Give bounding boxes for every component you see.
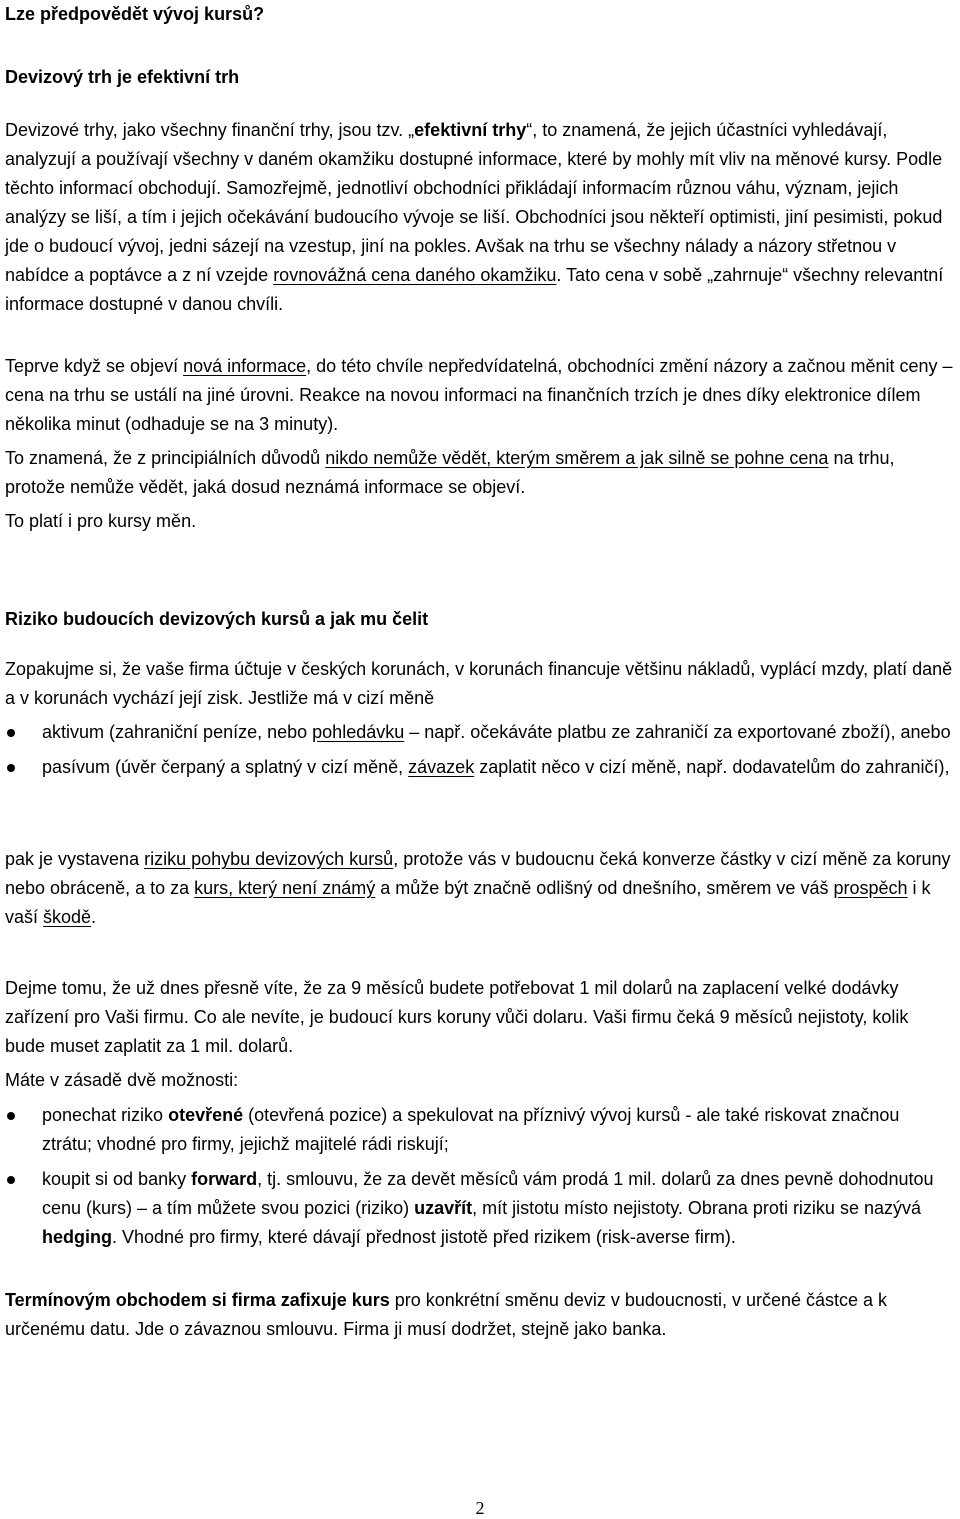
p1-efficient-markets-term: efektivní trhy (414, 120, 527, 140)
paragraph-exposed-to-risk (5, 845, 953, 932)
exposure-list (5, 718, 953, 782)
list1-item2-text-a: pasívum (úvěr čerpaný a splatný v cizí měně, (42, 757, 409, 777)
p2-new-information: nová informace (183, 356, 307, 376)
page-number: 2 (475, 1498, 485, 1518)
heading-currency-risk: Riziko budoucích devizových kursů a jak mu čelit (5, 609, 429, 629)
list2-close: uzavřít (414, 1198, 473, 1218)
p1-text-f: . Tato cena v sobě „zahrnuje“ všechny relevantní informace dostupné v danou chvíli. (5, 265, 944, 314)
bullet-icon (7, 764, 15, 772)
paragraph-forward-contract (5, 1286, 953, 1344)
p6-text-c: , protože vás v budoucnu čeká konverze částky v cizí měně za koruny nebo obráceně, a to za (5, 849, 951, 898)
p6-text-i: . (91, 907, 97, 927)
bullet-icon (7, 1176, 15, 1184)
list-item-asset (5, 718, 953, 747)
list2-forward: forward (191, 1169, 258, 1189)
p1-text-a: Devizové trhy, jako všechny finanční trhy, jsou tzv. „ (5, 120, 415, 140)
paragraph-example: Dejme tomu, že už dnes přesně víte, že za 9 měsíců budete potřebovat 1 mil dolarů na zaplacení velké dodávky zařízení pro Vaši firmu. Co ale nevíte, je budoucí kurs koruny vůči dolaru. Vaši firmu čeká 9 měsíců nejistoty, kolik bude muset zaplatit za 1 mil. dolarů. (5, 978, 909, 1056)
p6-damage: škodě (43, 907, 92, 927)
p6-text-e: a může být značně odlišný od dnešního, směrem ve váš (375, 878, 834, 898)
list-item-forward (5, 1165, 953, 1252)
p1-text-c: “, to znamená, že jejich účastníci vyhledávají, analyzují a používají všechny v daném okamžiku dostupné informace, které by mohly mít vliv na měnové kursy. Podle těchto informací obchodují. (5, 120, 943, 198)
p6-text-g: i k vaší (5, 878, 931, 927)
list-item-liability (5, 753, 953, 782)
list1-item1-text-a: aktivum (zahraniční peníze, nebo (42, 722, 313, 742)
p6-benefit: prospěch (833, 878, 908, 898)
options-list (5, 1101, 953, 1252)
list2-item2-text-a: koupit si od banky (42, 1169, 192, 1189)
paragraph-nobody-knows (5, 444, 953, 502)
paragraph-currencies: To platí i pro kursy měn. (5, 511, 197, 531)
list1-item2-text-c: zaplatit něco v cizí měně, např. dodavatelům do zahraničí), (474, 757, 950, 777)
p2-text-c: , do této chvíle nepředvídatelná, obchodníci změní názory a začnou měnit ceny – cena na trhu se ustálí na jiné úrovni. Reakce na novou informaci na finančních trzích je dnes díky elektronice dílem několika minut (odhaduje se na 3 minuty). (5, 356, 953, 434)
list2-open: otevřené (168, 1105, 244, 1125)
p9-text-b: pro konkrétní směnu deviz v budoucnosti, v určené částce a k určenému datu. Jde o závaznou smlouvu. Firma ji musí dodržet, stejně jako banka. (5, 1290, 888, 1339)
heading-efficient-market: Devizový trh je efektivní trh (5, 67, 240, 87)
list2-item2-text-e: , mít jistotu místo nejistoty. Obrana proti riziku se nazývá (472, 1198, 921, 1218)
list1-item1-text-c: – např. očekáváte platbu ze zahraničí za exportované zboží), anebo (404, 722, 951, 742)
bullet-icon (7, 729, 15, 737)
list2-hedging: hedging (42, 1227, 112, 1247)
heading-can-predict: Lze předpovědět vývoj kursů? (5, 4, 265, 24)
list2-item2-text-g: . Vhodné pro firmy, které dávají přednost jistotě před rizikem (risk-averse firm). (112, 1227, 736, 1247)
list1-liability: závazek (408, 757, 475, 777)
list1-receivable: pohledávku (312, 722, 405, 742)
paragraph-two-options: Máte v zásadě dvě možnosti: (5, 1070, 239, 1090)
list2-item1-text-a: ponechat riziko (42, 1105, 169, 1125)
list2-item2-text-c: , tj. smlouvu, že za devět měsíců vám prodá 1 mil. dolarů za dnes pevně dohodnutou cenu (kurs) – a tím můžete svou pozici (riziko) (42, 1169, 934, 1218)
list2-item1-text-c: (otevřená pozice) a spekulovat na příznivý vývoj kursů - ale také riskovat značnou ztrátu; vhodné pro firmy, jejichž majitelé rádi riskují; (42, 1105, 900, 1154)
p3-nobody-knows: nikdo nemůže vědět, kterým směrem a jak silně se pohne cena (325, 448, 829, 468)
p1-text-d: Samozřejmě, jednotliví obchodníci přikládají informacím různou váhu, význam, jejich analýzy se liší, a tím i jejich očekávání budoucího vývoje se liší. Obchodníci jsou někteří optimisti, jiní pesimisti, pokud jde o budoucí vývoj, jedni sázejí na vzestup, jiní na pokles. Avšak na trhu se všechny nálady a názory střetnou v nabídce a poptávce a z ní vzejde (5, 178, 943, 285)
p9-term-fix: Termínovým obchodem si firma zafixuje kurs (5, 1290, 390, 1310)
paragraph-new-information (5, 352, 953, 439)
p3-text-c: na trhu, protože nemůže vědět, jaká dosud neznámá informace se objeví. (5, 448, 895, 497)
p3-text-a: To znamená, že z principiálních důvodů (5, 448, 326, 468)
p6-unknown-rate: kurs, který není známý (194, 878, 376, 898)
bullet-icon (7, 1112, 15, 1120)
p1-equilibrium-price: rovnovážná cena daného okamžiku (273, 265, 557, 285)
p6-currency-risk: riziku pohybu devizových kursů (144, 849, 394, 869)
paragraph-firm-accounting: Zopakujme si, že vaše firma účtuje v českých korunách, v korunách financuje většinu nákladů, vyplácí mzdy, platí daně a v korunách vychází její zisk. Jestliže má v cizí měně (5, 659, 953, 708)
paragraph-efficient-markets (5, 116, 953, 319)
p6-text-a: pak je vystavena (5, 849, 145, 869)
list-item-open-risk (5, 1101, 953, 1159)
p2-text-a: Teprve když se objeví (5, 356, 184, 376)
